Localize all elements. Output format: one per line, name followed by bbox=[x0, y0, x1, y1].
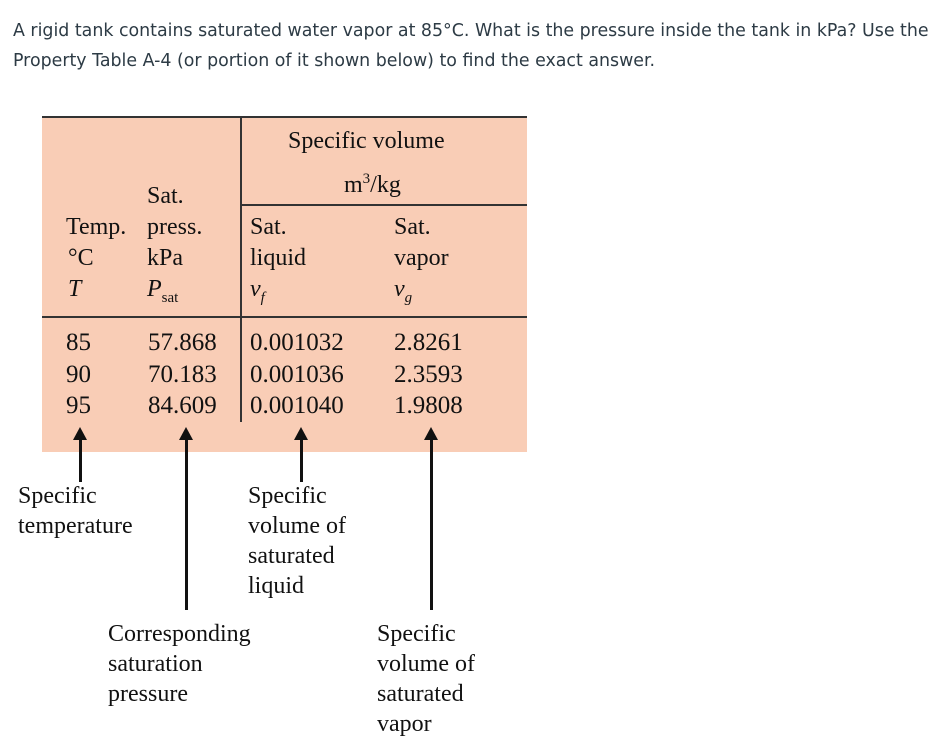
header-vapor-l1: Sat. bbox=[394, 214, 431, 240]
cell-vf-2: 0.001040 bbox=[250, 392, 344, 419]
header-temp-symbol: T bbox=[68, 276, 82, 302]
header-press-symbol: $P_{sat}$ bbox=[147, 276, 179, 306]
header-press-label: press. bbox=[147, 214, 203, 240]
annotation-vapor-l3: saturated bbox=[377, 681, 464, 707]
cell-T-2: 95 bbox=[66, 392, 91, 419]
header-liquid-l2: liquid bbox=[250, 245, 307, 271]
header-specific-volume: Specific volume bbox=[288, 128, 445, 154]
temp-arrow-icon bbox=[79, 438, 82, 482]
cell-P-1: 70.183 bbox=[148, 361, 217, 388]
header-temp-label: Temp. bbox=[66, 214, 127, 240]
header-bottom-rule bbox=[42, 316, 527, 318]
vapor-arrow-icon bbox=[430, 438, 433, 610]
annotation-pressure-l3: pressure bbox=[108, 681, 188, 707]
question-text: A rigid tank contains saturated water vapor at 85°C. What is the pressure inside the tank in kPa? Use the Property Table A-4 (or portion of it shown below) to find the exact answer. bbox=[13, 21, 929, 71]
annotation-pressure-l2: saturation bbox=[108, 651, 203, 677]
liquid-arrow-icon bbox=[300, 438, 303, 482]
pressure-arrow-icon bbox=[185, 438, 188, 610]
header-sat-label: Sat. bbox=[147, 183, 184, 209]
cell-vf-0: 0.001032 bbox=[250, 329, 344, 356]
table-top-rule bbox=[42, 116, 527, 118]
annotation-liquid-l1: Specific bbox=[248, 483, 327, 509]
cell-P-2: 84.609 bbox=[148, 392, 217, 419]
header-volume-unit: $m^3/kg$ bbox=[344, 171, 401, 198]
header-liquid-l1: Sat. bbox=[250, 214, 287, 240]
cell-T-0: 85 bbox=[66, 329, 91, 356]
annotation-liquid-l2: volume of bbox=[248, 513, 346, 539]
header-press-unit: kPa bbox=[147, 245, 183, 271]
annotation-liquid-l4: liquid bbox=[248, 573, 305, 599]
cell-vg-0: 2.8261 bbox=[394, 329, 463, 356]
header-temp-unit: °C bbox=[68, 245, 94, 271]
annotation-temp-l1: Specific bbox=[18, 483, 97, 509]
annotation-liquid-l3: saturated bbox=[248, 543, 335, 569]
cell-T-1: 90 bbox=[66, 361, 91, 388]
cell-vf-1: 0.001036 bbox=[250, 361, 344, 388]
table-column-divider bbox=[240, 116, 242, 422]
annotation-pressure-l1: Corresponding bbox=[108, 621, 251, 647]
header-vapor-symbol: $v_g$ bbox=[394, 276, 413, 306]
annotation-vapor-l2: volume of bbox=[377, 651, 475, 677]
header-vapor-l2: vapor bbox=[394, 245, 449, 271]
annotation-vapor-l1: Specific bbox=[377, 621, 456, 647]
annotation-vapor-l4: vapor bbox=[377, 711, 432, 737]
volume-header-rule bbox=[240, 204, 527, 206]
cell-P-0: 57.868 bbox=[148, 329, 217, 356]
annotation-temp-l2: temperature bbox=[18, 513, 133, 539]
header-liquid-symbol: $v_f$ bbox=[250, 276, 265, 306]
cell-vg-1: 2.3593 bbox=[394, 361, 463, 388]
cell-vg-2: 1.9808 bbox=[394, 392, 463, 419]
